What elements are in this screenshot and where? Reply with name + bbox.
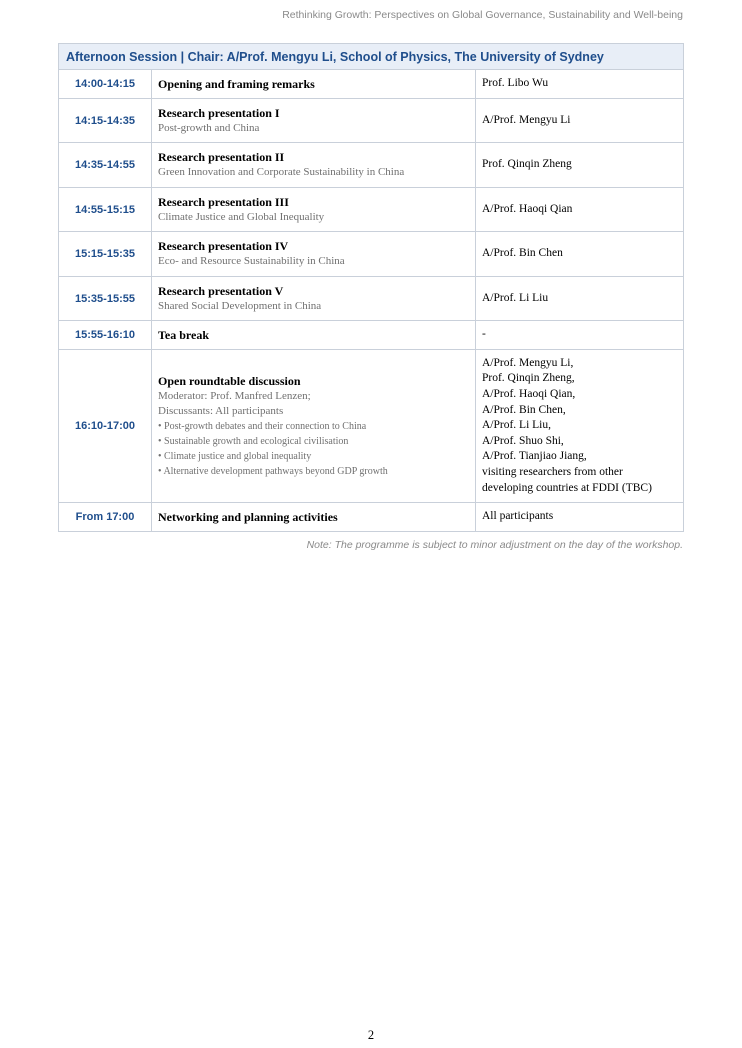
time-slot: 16:10-17:00 <box>59 350 152 503</box>
programme-table <box>58 43 684 532</box>
speaker: A/Prof. Li Liu, <box>482 419 551 432</box>
agenda-item <box>152 232 476 277</box>
moderator: Moderator: Prof. Manfred Lenzen; <box>158 389 311 402</box>
item-title: Opening and framing remarks <box>158 76 315 91</box>
agenda-item <box>152 321 476 350</box>
speaker: A/Prof. Shuo Shi, <box>482 434 564 447</box>
table-row <box>59 70 684 99</box>
session-header-row <box>59 44 684 70</box>
table-row <box>59 232 684 277</box>
item-title: Networking and planning activities <box>158 509 338 524</box>
speaker: A/Prof. Mengyu Li <box>476 99 684 143</box>
running-header: Rethinking Growth: Perspectives on Global Governance, Sustainability and Well-being <box>282 9 683 21</box>
session-header: Afternoon Session | Chair: A/Prof. Mengyu Li, School of Physics, The University of Sydney <box>59 44 684 70</box>
item-subtitle: Climate Justice and Global Inequality <box>158 210 325 223</box>
agenda-item <box>152 143 476 188</box>
time-slot: 15:35-15:55 <box>59 277 152 321</box>
discussion-topic: • Post-growth debates and their connection to China <box>158 420 367 432</box>
discussion-topic: • Alternative development pathways beyond GDP growth <box>158 465 388 477</box>
time-slot: 15:55-16:10 <box>59 321 152 350</box>
speaker: Prof. Libo Wu <box>476 70 684 99</box>
item-title: Open roundtable discussion <box>158 373 301 388</box>
speaker: Prof. Qinqin Zheng <box>476 143 684 188</box>
time-slot: 14:15-14:35 <box>59 99 152 143</box>
agenda-item <box>152 70 476 99</box>
speaker: Prof. Qinqin Zheng, <box>482 372 575 385</box>
time-slot: 14:00-14:15 <box>59 70 152 99</box>
speaker: A/Prof. Bin Chen, <box>482 403 566 416</box>
speaker-list <box>476 350 684 503</box>
speaker: A/Prof. Li Liu <box>476 277 684 321</box>
discussion-topic: • Climate justice and global inequality <box>158 450 312 462</box>
table-row <box>59 99 684 143</box>
table-row <box>59 143 684 188</box>
table-row <box>59 188 684 232</box>
agenda-item <box>152 503 476 532</box>
item-title: Research presentation III <box>158 194 289 209</box>
item-title: Research presentation I <box>158 105 280 120</box>
speaker: - <box>476 321 684 350</box>
speaker: A/Prof. Bin Chen <box>476 232 684 277</box>
item-subtitle: Green Innovation and Corporate Sustainability in China <box>158 166 405 178</box>
speaker: A/Prof. Haoqi Qian <box>476 188 684 232</box>
item-title: Tea break <box>158 327 210 342</box>
speaker: A/Prof. Mengyu Li, <box>482 356 574 369</box>
time-slot: 15:15-15:35 <box>59 232 152 277</box>
item-title: Research presentation IV <box>158 239 289 253</box>
agenda-item <box>152 277 476 321</box>
item-subtitle: Eco- and Resource Sustainability in China <box>158 255 345 267</box>
speaker: developing countries at FDDI (TBC) <box>482 481 652 494</box>
agenda-item <box>152 99 476 143</box>
page-number: 2 <box>367 1028 375 1042</box>
item-title: Research presentation V <box>158 283 284 298</box>
table-row <box>59 350 684 503</box>
agenda-item <box>152 350 476 503</box>
speaker: A/Prof. Haoqi Qian, <box>482 388 576 401</box>
time-slot: 14:55-15:15 <box>59 188 152 232</box>
agenda-item <box>152 188 476 232</box>
table-row <box>59 321 684 350</box>
speaker: A/Prof. Tianjiao Jiang, <box>482 450 587 463</box>
discussion-topic: • Sustainable growth and ecological civilisation <box>158 435 349 447</box>
speaker: All participants <box>476 503 684 532</box>
table-row <box>59 503 684 532</box>
speaker: visiting researchers from other <box>482 465 623 478</box>
programme-note: Note: The programme is subject to minor adjustment on the day of the workshop. <box>306 539 683 551</box>
item-title: Research presentation II <box>158 150 285 164</box>
time-slot: 14:35-14:55 <box>59 143 152 188</box>
item-subtitle: Post-growth and China <box>158 121 260 134</box>
item-subtitle: Shared Social Development in China <box>158 299 322 312</box>
time-slot: From 17:00 <box>59 503 152 532</box>
table-row <box>59 277 684 321</box>
discussants: Discussants: All participants <box>158 404 284 417</box>
